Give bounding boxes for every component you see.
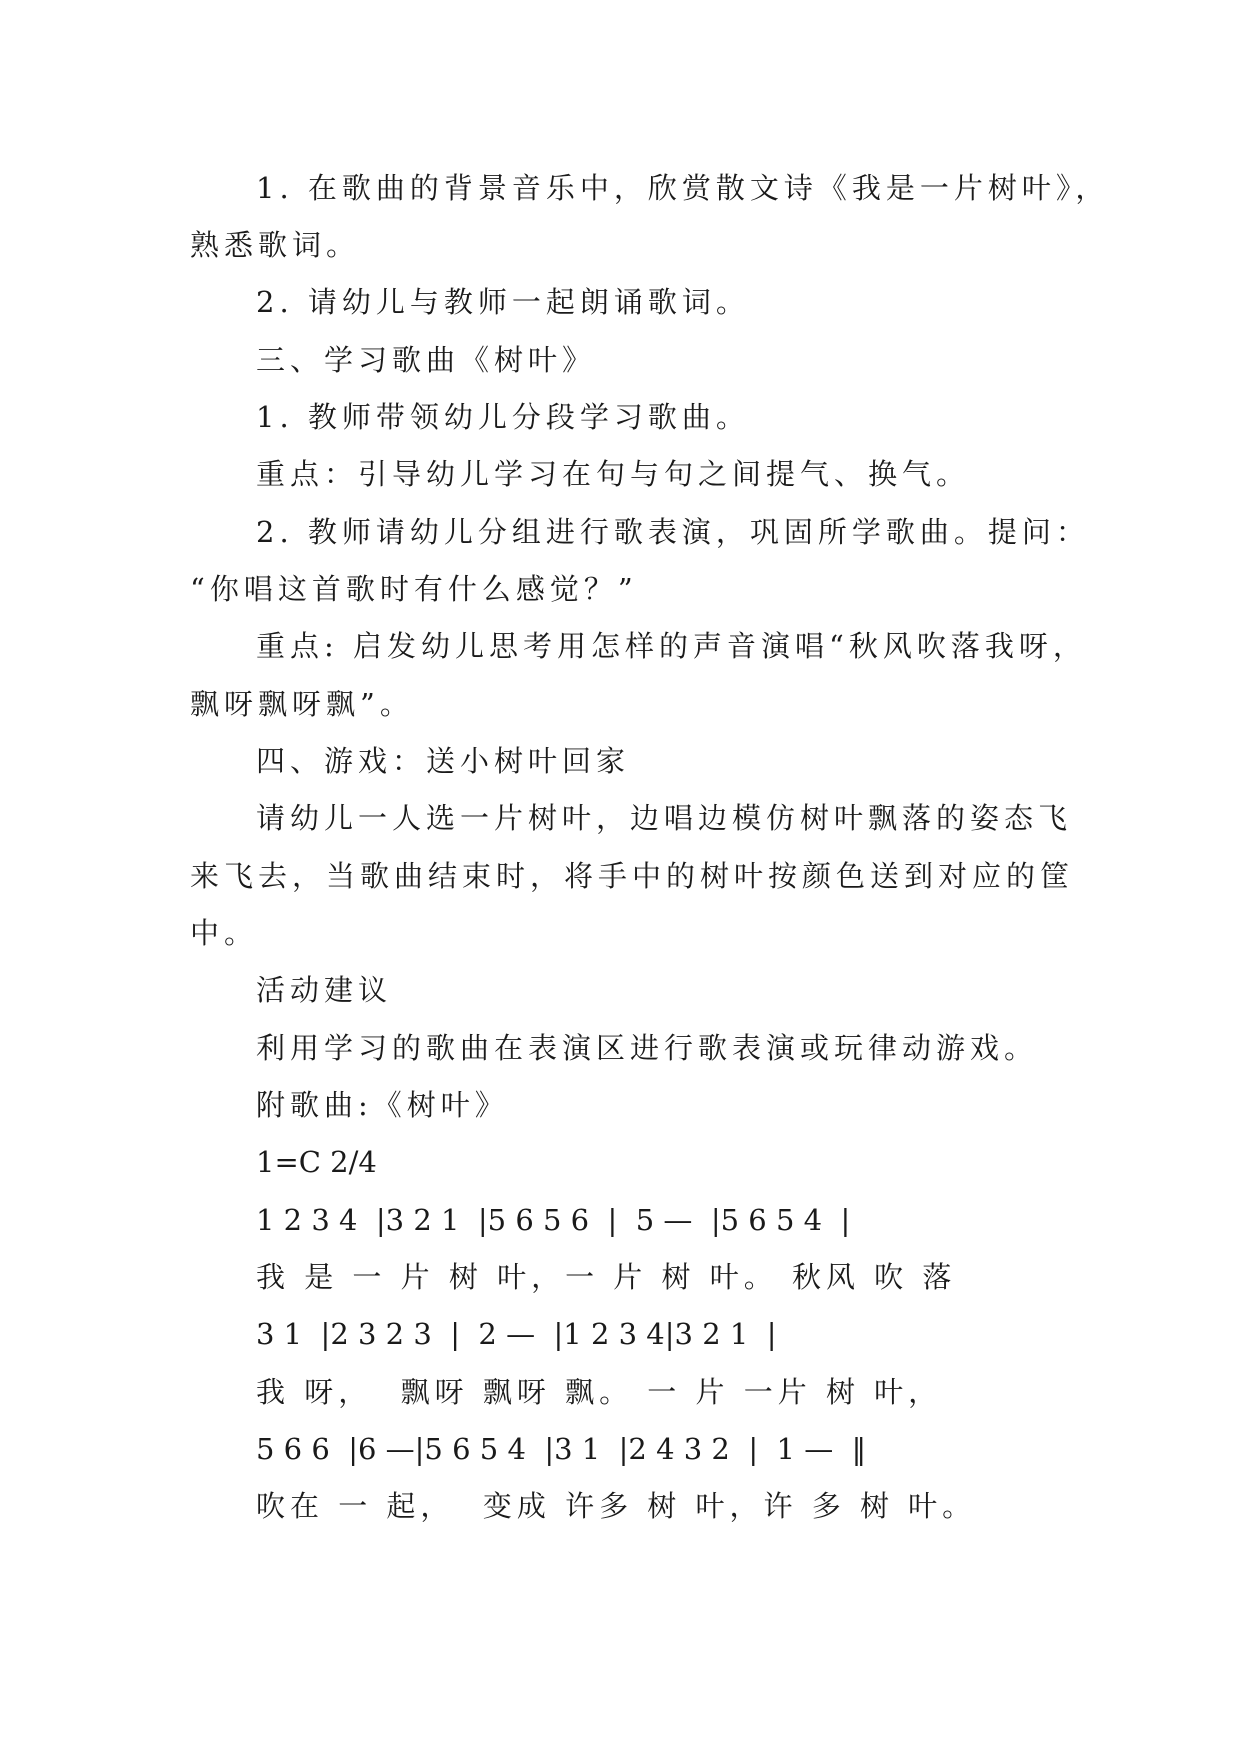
paragraph-line: 飘呀飘呀飘”。 [190,687,414,721]
key-signature: 1=C 2/4 [256,1145,377,1179]
notation-line: 5 6 6 |6 —|5 6 5 4 |3 1 |2 4 3 2 | 1 — ‖ [256,1432,867,1466]
paragraph-line: 2. 教师请幼儿分组进行歌表演，巩固所学歌曲。提问： [256,515,1090,549]
lyrics-line: 我 呀， 飘呀 飘呀 飘。 一 片 一片 树 叶， [256,1375,943,1409]
section-heading: 三、学习歌曲《树叶》 [256,343,597,377]
paragraph-line: 1. 教师带领幼儿分段学习歌曲。 [256,400,750,434]
paragraph-line: 利用学习的歌曲在表演区进行歌表演或玩律动游戏。 [256,1031,1039,1065]
paragraph-line: 2. 请幼儿与教师一起朗诵歌词。 [256,285,750,319]
lyrics-line: 我 是 一 片 树 叶，一 片 树 叶。 秋风 吹 落 [256,1260,957,1294]
paragraph-line: “你唱这首歌时有什么感觉？” [190,572,638,606]
section-heading: 活动建议 [256,973,393,1007]
section-heading: 四、游戏：送小树叶回家 [256,744,631,778]
paragraph-line: 中。 [190,916,259,950]
song-title: 附歌曲:《树叶》 [256,1088,509,1122]
paragraph-line: 重点：引导幼儿学习在句与句之间提气、换气。 [256,457,971,491]
paragraph-line: 重点: 启发幼儿思考用怎样的声音演唱“秋风吹落我呀， [256,629,1087,663]
paragraph-line: 来飞去，当歌曲结束时，将手中的树叶按颜色送到对应的筐 [190,859,1075,893]
paragraph-line: 熟悉歌词。 [190,228,361,262]
paragraph-line: 1. 在歌曲的背景音乐中，欣赏散文诗《我是一片树叶》， [256,171,1110,205]
notation-line: 3 1 |2 3 2 3 | 2 — |1 2 3 4|3 2 1 | [256,1317,777,1351]
notation-line: 1 2 3 4 |3 2 1 |5 6 5 6 | 5 — |5 6 5 4 | [256,1203,851,1237]
lyrics-line: 吹在 一 起， 变成 许多 树 叶，许 多 树 叶。 [256,1489,977,1523]
paragraph-line: 请幼儿一人选一片树叶，边唱边模仿树叶飘落的姿态飞 [256,801,1073,835]
